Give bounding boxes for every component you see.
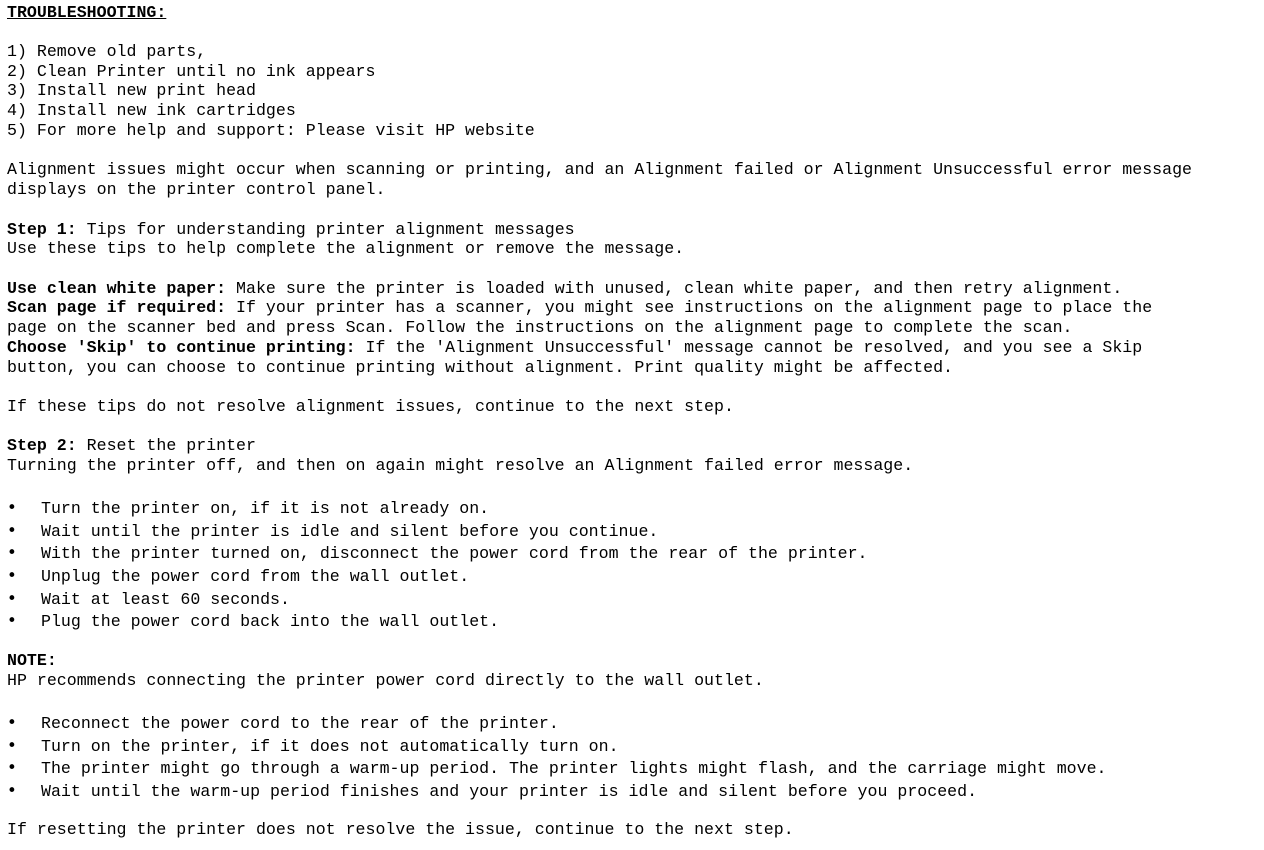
- intro-line: Alignment issues might occur when scanning or printing, and an Alignment failed or Alignment Unsuccessful error message: [7, 160, 1192, 179]
- step1-footer: If these tips do not resolve alignment issues, continue to the next step.: [7, 397, 734, 416]
- list-item: [7, 736, 619, 757]
- tip-clean-paper-text: Make sure the printer is loaded with unused, clean white paper, and then retry alignment.: [226, 279, 1123, 298]
- steps-list-item: 2) Clean Printer until no ink appears: [7, 62, 376, 81]
- list-item-text: Reconnect the power cord to the rear of the printer.: [41, 714, 559, 733]
- tip-clean-paper: [7, 279, 1122, 299]
- step1-heading-text: Tips for understanding printer alignment messages: [76, 220, 575, 239]
- tip-scan-page: [7, 298, 1152, 318]
- bullet-icon: •: [7, 521, 17, 540]
- list-item-text: Plug the power cord back into the wall outlet.: [41, 612, 500, 631]
- bullet-icon: •: [7, 589, 17, 608]
- list-item: [7, 589, 290, 610]
- list-item: [7, 498, 489, 519]
- step2-heading: [7, 436, 256, 456]
- bullet-icon: •: [7, 566, 17, 585]
- list-item: [7, 781, 977, 802]
- bullet-icon: •: [7, 498, 17, 517]
- steps-list-item: 1) Remove old parts,: [7, 42, 207, 61]
- list-item-text: Wait until the printer is idle and silent before you continue.: [41, 522, 659, 541]
- tip-clean-paper-label: Use clean white paper:: [7, 279, 227, 298]
- tip-skip-label: Choose 'Skip' to continue printing:: [7, 338, 356, 357]
- tip-skip: [7, 338, 1142, 358]
- list-item-text: Wait at least 60 seconds.: [41, 590, 290, 609]
- step1-heading: [7, 220, 575, 240]
- steps-list-item: 4) Install new ink cartridges: [7, 101, 296, 120]
- step2-description: Turning the printer off, and then on again might resolve an Alignment failed error message.: [7, 456, 914, 475]
- steps-list-item: 5) For more help and support: Please visit HP website: [7, 121, 535, 140]
- list-item-text: Turn the printer on, if it is not already on.: [41, 499, 490, 518]
- steps-list-item: 3) Install new print head: [7, 81, 256, 100]
- list-item-text: With the printer turned on, disconnect the power cord from the rear of the printer.: [41, 544, 868, 563]
- bullet-icon: •: [7, 611, 17, 630]
- intro-line: displays on the printer control panel.: [7, 180, 386, 199]
- list-item: [7, 566, 469, 587]
- note-text: HP recommends connecting the printer power cord directly to the wall outlet.: [7, 671, 764, 690]
- tip-skip-continued: button, you can choose to continue printing without alignment. Print quality might be affected.: [7, 358, 953, 377]
- step1-label: Step 1:: [7, 220, 77, 239]
- document-title: TROUBLESHOOTING:: [7, 3, 167, 22]
- list-item-text: The printer might go through a warm-up period. The printer lights might flash, and the carriage might move.: [41, 759, 1107, 778]
- list-item: [7, 611, 499, 632]
- step1-description: Use these tips to help complete the alignment or remove the message.: [7, 239, 685, 258]
- tip-scan-page-continued: page on the scanner bed and press Scan. Follow the instructions on the alignment page to complete the scan.: [7, 318, 1073, 337]
- bullet-icon: •: [7, 543, 17, 562]
- step2-label: Step 2:: [7, 436, 77, 455]
- list-item: [7, 543, 868, 564]
- bullet-icon: •: [7, 713, 17, 732]
- bullet-icon: •: [7, 736, 17, 755]
- document-footer: If resetting the printer does not resolve the issue, continue to the next step.: [7, 820, 794, 839]
- list-item: [7, 713, 559, 734]
- note-label: [7, 651, 57, 671]
- list-item: [7, 521, 658, 542]
- list-item-text: Wait until the warm-up period finishes and your printer is idle and silent before you proceed.: [41, 782, 978, 801]
- tip-scan-page-label: Scan page if required:: [7, 298, 227, 317]
- list-item-text: Turn on the printer, if it does not automatically turn on.: [41, 737, 619, 756]
- list-item: [7, 758, 1107, 779]
- bullet-icon: •: [7, 781, 17, 800]
- tip-scan-page-text: If your printer has a scanner, you might see instructions on the alignment page to place the: [226, 298, 1153, 317]
- list-item-text: Unplug the power cord from the wall outlet.: [41, 567, 470, 586]
- step2-heading-text: Reset the printer: [76, 436, 256, 455]
- note-label-text: NOTE:: [7, 651, 57, 670]
- tip-skip-text: If the 'Alignment Unsuccessful' message cannot be resolved, and you see a Skip: [355, 338, 1143, 357]
- bullet-icon: •: [7, 758, 17, 777]
